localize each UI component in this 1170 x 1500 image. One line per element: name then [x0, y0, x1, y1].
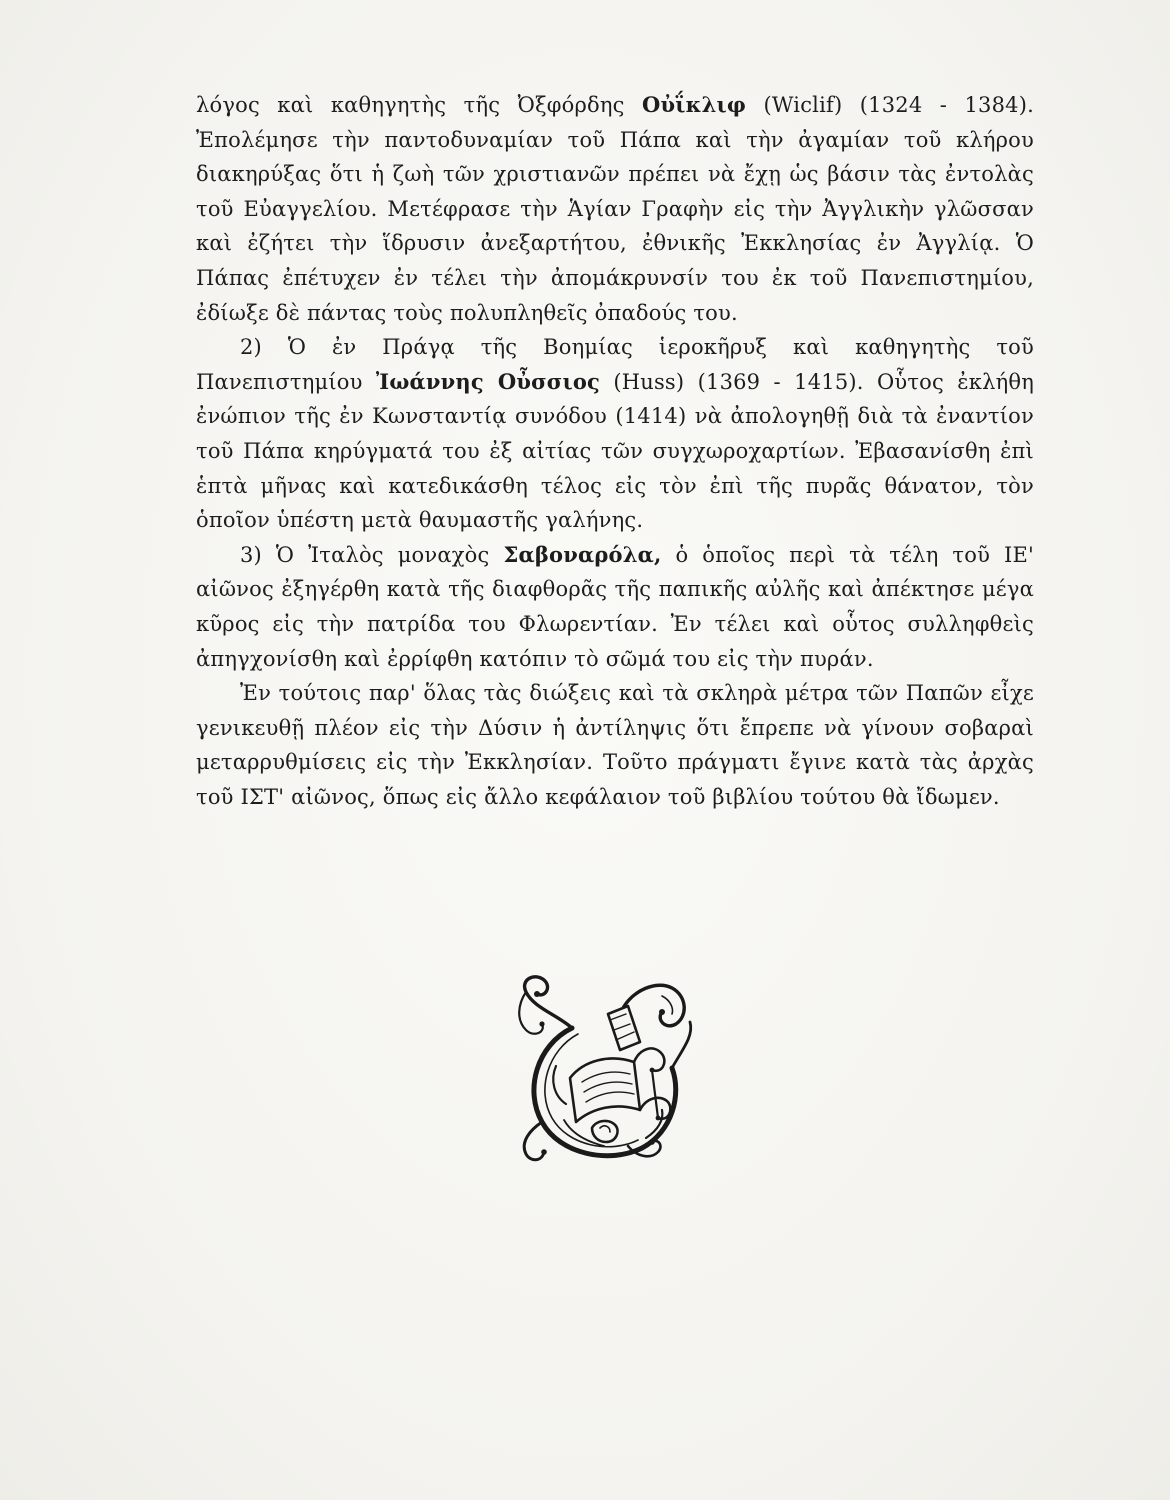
name-savonarola: Σαβοναρόλα, — [503, 541, 662, 567]
text-segment: 2) Ὁ ἐν Πράγᾳ τῆς Βοημίας ἱεροκῆρυξ καὶ καθηγητὴς τοῦ Πανεπιστημίου — [196, 335, 1034, 394]
text-segment: 3) Ὁ Ἰταλὸς μοναχὸς — [240, 542, 504, 567]
paragraph-huss — [196, 330, 1034, 538]
paragraph-wiclif — [196, 88, 1034, 330]
text-segment: ὁ ὁποῖος περὶ τὰ τέλη τοῦ ΙΕ' αἰῶνος ἐξηγέρθη κατὰ τῆς διαφθορᾶς τῆς παπικῆς αὐλῆς καὶ ἀπέκτησε μέγα κῦρος εἰς τὴν πατρίδα του Φλωρεντίαν. Ἐν τέλει καὶ οὗτος συλληφθεὶς ἀπηγχονίσθη καὶ ἐρρίφθη κατόπιν τὸ σῶμά του εἰς τὴν πυράν. — [196, 542, 1035, 671]
paragraph-savonarola — [196, 538, 1034, 676]
text-segment: λόγος καὶ καθηγητὴς τῆς Ὀξφόρδης — [196, 93, 643, 117]
text-segment: (Wiclif) (1324 - 1384). Ἐπολέμησε τὴν παντοδυναμίαν τοῦ Πάπα καὶ τὴν ἀγαμίαν τοῦ κλήρου διακηρύξας ὅτι ἡ ζωὴ τῶν χριστιανῶν πρέπει νὰ ἔχῃ ὡς βάσιν τὰς ἐντολὰς τοῦ Εὐαγγελίου. Μετέφρασε τὴν Ἁγίαν Γραφὴν εἰς τὴν Ἀγγλικὴν γλῶσσαν καὶ ἐζήτει τὴν ἵδρυσιν ἀνεξαρτήτου, ἐθνικῆς Ἐκκλησίας ἐν Ἀγγλίᾳ. Ὁ Πάπας ἐπέτυχεν ἐν τέλει τὴν ἀπομάκρυνσίν του ἐκ τοῦ Πανεπιστημίου, ἐδίωξε δὲ πάντας τοὺς πολυπληθεῖς ὀπαδούς του. — [196, 93, 1034, 325]
body-text — [196, 88, 1034, 814]
text-segment: (Huss) (1369 - 1415). Οὗτος ἐκλήθη ἐνώπιον τῆς ἐν Κωνσταντίᾳ συνόδου (1414) νὰ ἀπολογηθῇ διὰ τὰ ἐναντίον τοῦ Πάπα κηρύγματά του ἐξ αἰτίας τῶν συγχωροχαρτίων. Ἐβασανίσθη ἐπὶ ἑπτὰ μῆνας καὶ κατεδικάσθη τέλος εἰς τὸν ἐπὶ τῆς πυρᾶς θάνατον, τὸν ὁποῖον ὑπέστη μετὰ θαυμαστῆς γαλήνης. — [196, 369, 1035, 533]
name-huss: Ἰωάννης Οὖσσιος — [375, 368, 601, 394]
paragraph-conclusion — [196, 676, 1034, 814]
text-segment: Ἐν τούτοις παρ' ὅλας τὰς διώξεις καὶ τὰ σκληρὰ μέτρα τῶν Παπῶν εἶχε γενικευθῇ πλέον εἰς τὴν Δύσιν ἡ ἀντίληψις ὅτι ἔπρεπε νὰ γίνουν σοβαραὶ μεταρρυθμίσεις εἰς τὴν Ἐκκλησίαν. Τοῦτο πράγματι ἔγινε κατὰ τὰς ἀρχὰς τοῦ ΙΣΤ' αἰῶνος, ὅπως εἰς ἄλλο κεφάλαιον τοῦ βιβλίου τούτου θὰ ἴδωμεν. — [196, 681, 1034, 809]
name-wiclif: Οὐΐκλιφ — [642, 92, 747, 117]
scroll-vignette-icon — [512, 970, 698, 1170]
